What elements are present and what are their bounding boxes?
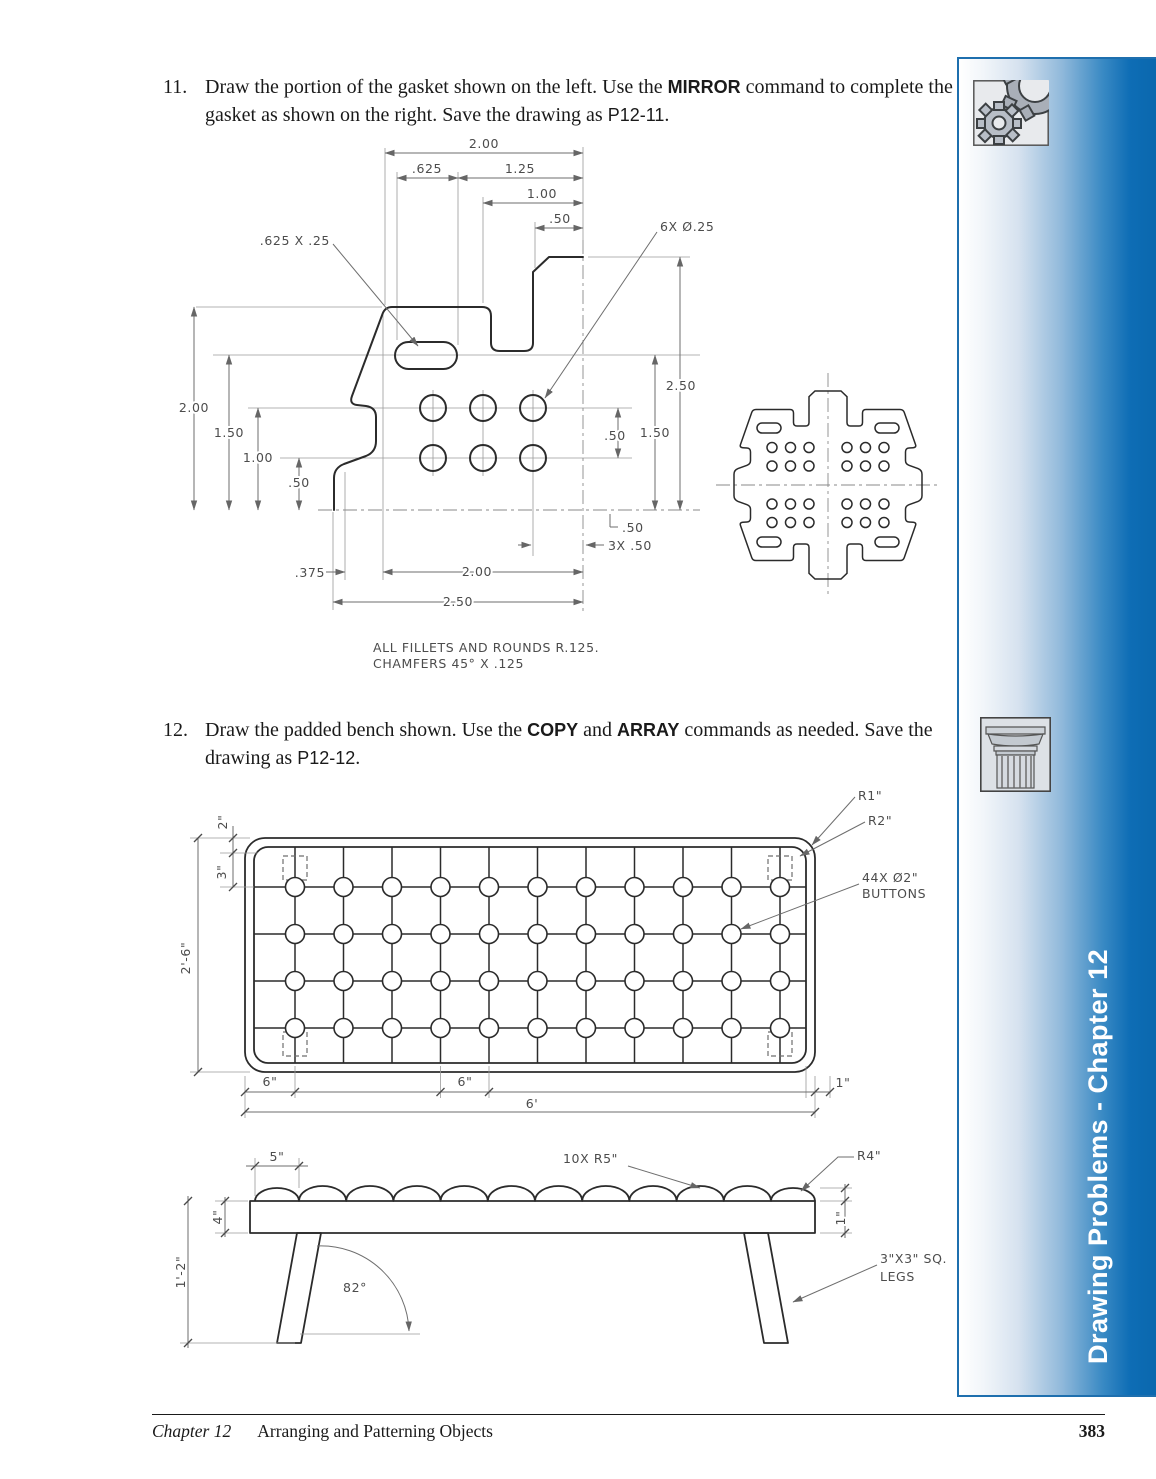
copy-command-label: COPY xyxy=(527,720,579,740)
gasket-dimensions xyxy=(194,153,680,602)
svg-text:1'-2": 1'-2" xyxy=(173,1255,188,1289)
svg-text:1.50: 1.50 xyxy=(639,425,671,440)
svg-text:5": 5" xyxy=(269,1149,285,1164)
file-name-p12-12: P12-12 xyxy=(297,748,356,768)
svg-text:3": 3" xyxy=(214,864,229,880)
svg-text:1.50: 1.50 xyxy=(213,425,245,440)
gasket-note-1: ALL FILLETS AND ROUNDS R.125. xyxy=(373,640,600,655)
svg-text:R2": R2" xyxy=(868,813,893,828)
bench-left-leg xyxy=(277,1233,321,1343)
sidebar-vertical-title: Drawing Problems - Chapter 12 xyxy=(1083,948,1113,1364)
gasket-note-2: CHAMFERS 45° X .125 xyxy=(373,656,525,671)
svg-text:2.00: 2.00 xyxy=(461,564,493,579)
gasket-half-profile xyxy=(334,257,583,510)
problem-12-text-part: and xyxy=(578,719,618,741)
column-capital-icon xyxy=(980,717,1051,792)
svg-text:44X Ø2": 44X Ø2" xyxy=(862,870,919,885)
svg-text:6": 6" xyxy=(457,1074,473,1089)
svg-text:.50: .50 xyxy=(622,520,644,535)
problem-11-text-part: Draw the portion of the gasket shown on the left. Use the xyxy=(205,76,668,98)
svg-text:2'-6": 2'-6" xyxy=(178,941,193,975)
problem-12-number: 12. xyxy=(163,719,188,741)
svg-text:.50: .50 xyxy=(604,428,626,443)
svg-text:10X R5": 10X R5" xyxy=(563,1151,619,1166)
svg-text:2.00: 2.00 xyxy=(178,400,210,415)
svg-text:4": 4" xyxy=(210,1209,225,1225)
svg-text:.50: .50 xyxy=(549,211,571,226)
page-footer xyxy=(152,1414,1105,1442)
svg-text:82°: 82° xyxy=(343,1280,367,1295)
footer-chapter-title: Arranging and Patterning Objects xyxy=(257,1421,493,1441)
footer-chapter-label: Chapter 12 xyxy=(152,1421,232,1441)
svg-text:2.00: 2.00 xyxy=(468,136,500,151)
gears-icon xyxy=(973,80,1049,146)
gasket-dimension-labels xyxy=(179,136,715,671)
problem-12-text-part: . xyxy=(355,747,361,769)
svg-text:2.50: 2.50 xyxy=(665,378,697,393)
problem-11 xyxy=(163,73,953,129)
problem-12-text xyxy=(205,716,953,772)
svg-text:6": 6" xyxy=(262,1074,278,1089)
svg-text:.625 X .25: .625 X .25 xyxy=(259,233,330,248)
problem-11-number: 11. xyxy=(163,76,188,98)
gasket-mirrored-view xyxy=(716,373,940,597)
svg-text:6': 6' xyxy=(525,1096,539,1111)
problem-12-text-part: commands as needed. Save the drawing as xyxy=(205,719,933,769)
svg-text:1.00: 1.00 xyxy=(242,450,274,465)
svg-text:R4": R4" xyxy=(857,1148,882,1163)
array-command-label: ARRAY xyxy=(617,720,680,740)
bench-side-dimensions xyxy=(173,1148,947,1348)
file-name-p12-11: P12-11 xyxy=(607,105,665,125)
problem-11-text xyxy=(205,73,953,129)
problem-12-text-part: Draw the padded bench shown. Use the xyxy=(205,719,528,741)
svg-text:2": 2" xyxy=(215,814,230,830)
svg-text:3"X3" SQ.: 3"X3" SQ. xyxy=(880,1251,948,1266)
bench-seat-frame xyxy=(250,1201,815,1233)
svg-text:R1": R1" xyxy=(858,788,883,803)
bench-top-view xyxy=(178,788,926,1118)
svg-text:1": 1" xyxy=(835,1075,851,1090)
gasket-drawing xyxy=(150,135,950,680)
page-number: 383 xyxy=(1078,1421,1105,1441)
bench-right-leg xyxy=(744,1233,788,1343)
problem-11-text-part: . xyxy=(664,104,670,126)
bench-side-view xyxy=(173,1148,947,1348)
svg-text:1": 1" xyxy=(833,1210,848,1226)
svg-text:BUTTONS: BUTTONS xyxy=(862,886,927,901)
svg-text:1.00: 1.00 xyxy=(526,186,558,201)
svg-text:LEGS: LEGS xyxy=(880,1269,915,1284)
problem-12 xyxy=(163,716,953,772)
mirror-command-label: MIRROR xyxy=(667,77,741,97)
svg-text:1.25: 1.25 xyxy=(504,161,536,176)
gasket-slot xyxy=(395,342,457,369)
svg-text:3X .50: 3X .50 xyxy=(608,538,652,553)
svg-text:2.50: 2.50 xyxy=(442,594,474,609)
bench-cushion-scallops xyxy=(255,1186,815,1201)
svg-text:.625: .625 xyxy=(411,161,443,176)
bench-drawing xyxy=(150,780,980,1380)
svg-text:.375: .375 xyxy=(294,565,325,580)
problem-11-text-part: command to complete the gasket as shown on the right. Save the drawing as xyxy=(205,76,953,126)
svg-text:6X Ø.25: 6X Ø.25 xyxy=(660,219,715,234)
svg-text:.50: .50 xyxy=(288,475,310,490)
